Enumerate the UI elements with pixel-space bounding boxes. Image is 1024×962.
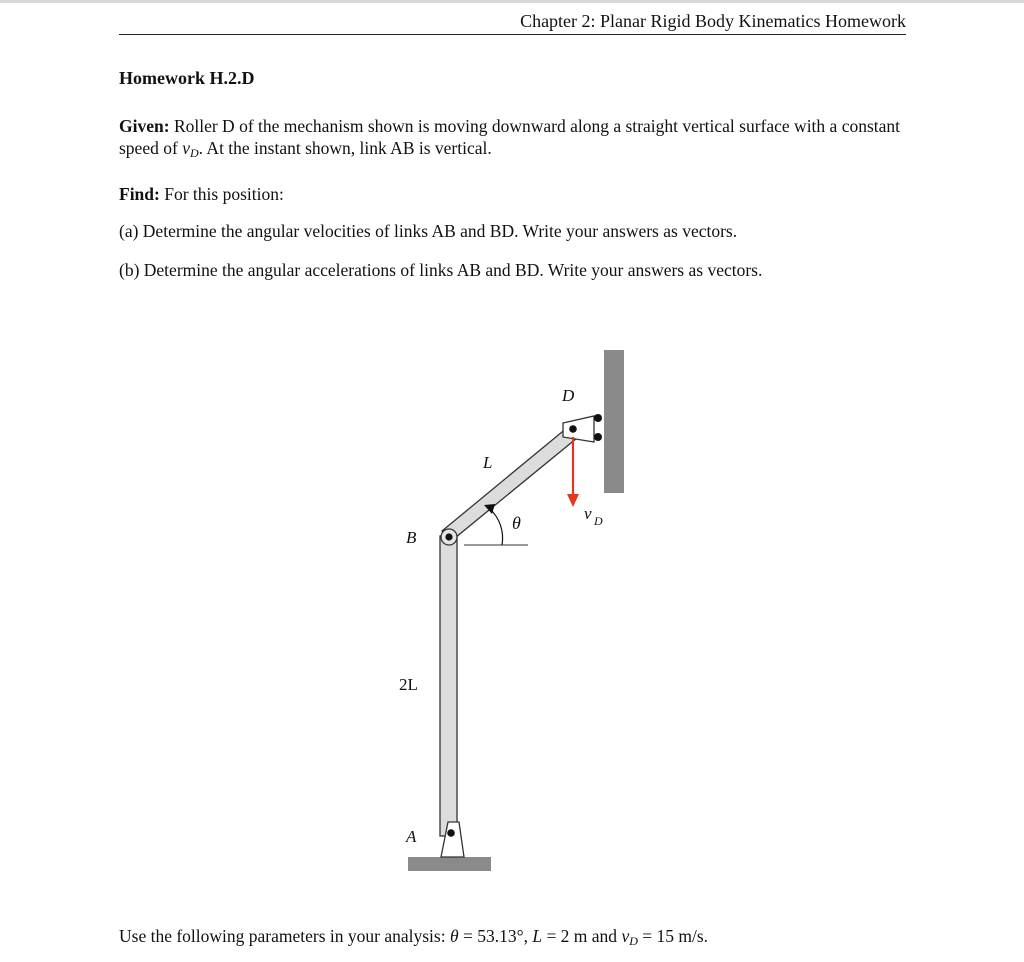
ground-surface (408, 857, 491, 871)
given-v-subscript: D (189, 146, 199, 160)
pin-d (569, 425, 577, 433)
label-d: D (562, 386, 575, 405)
label-b: B (406, 528, 417, 547)
roller-d-bracket (563, 416, 594, 442)
velocity-arrow-head (567, 494, 579, 507)
parameters-line (119, 925, 909, 952)
find-item-a: (a) Determine the angular velocities of links AB and BD. Write your answers as vectors. (119, 221, 738, 241)
given-label: Given: (119, 116, 170, 136)
param-theta-symbol: θ (449, 926, 459, 946)
chapter-header: Chapter 2: Planar Rigid Body Kinematics Homework (119, 10, 906, 35)
roller-wheel-bottom (594, 433, 602, 441)
link-bd (442, 427, 577, 542)
find-item-b: (b) Determine the angular accelerations of links AB and BD. Write your answers as vectors. (119, 260, 763, 280)
param-v-subscript: D (629, 934, 638, 948)
param-l-value: = 2 m and (546, 926, 618, 946)
label-a: A (406, 827, 417, 846)
label-vd-sub: D (594, 514, 603, 528)
param-v-symbol: v (621, 926, 630, 946)
theta-arc (490, 509, 503, 545)
pin-a (447, 829, 455, 837)
parameters-intro: Use the following parameters in your analysis: (119, 926, 446, 946)
given-v-symbol: v (182, 138, 190, 158)
param-v-value: = 15 m/s. (642, 926, 709, 946)
param-theta-value: = 53.13°, (462, 926, 528, 946)
pin-b (445, 533, 452, 540)
find-label: Find: (119, 184, 160, 204)
given-text-2: . At the instant shown, link AB is vertical. (198, 138, 492, 158)
label-2l: 2L (399, 675, 418, 694)
homework-title: Homework H.2.D (119, 68, 255, 88)
given-text-1: Roller D of the mechanism shown is moving downward along a straight vertical surface with a constant speed of (119, 116, 901, 158)
label-vd-v: v (584, 504, 592, 523)
param-l-symbol: L (532, 926, 543, 946)
label-l: L (483, 453, 493, 472)
find-text: For this position: (164, 184, 284, 204)
label-theta: θ (512, 513, 521, 533)
roller-wheel-top (594, 414, 602, 422)
link-ab (440, 536, 457, 836)
vertical-wall (604, 350, 624, 493)
